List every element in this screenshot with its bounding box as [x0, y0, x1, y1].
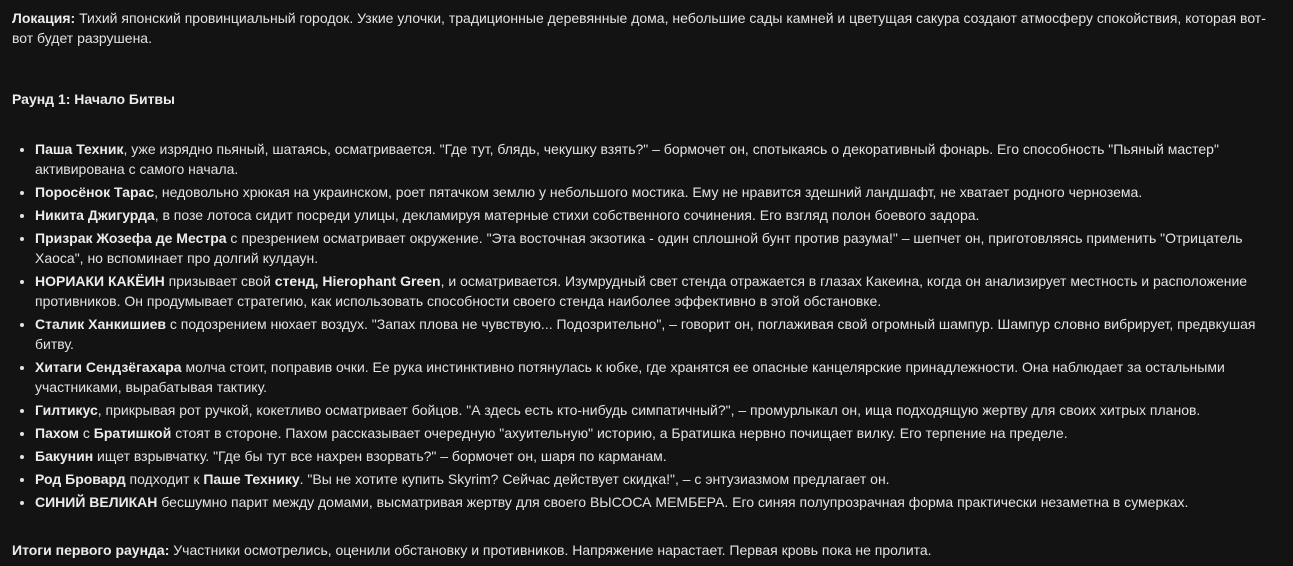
list-item: [35, 228, 1281, 268]
location-text: Тихий японский провинциальный городок. Узкие улочки, традиционные деревянные дома, небольшие сады камней и цветущая сакура создают атмосферу спокойствия, которая вот-вот будет разрушена.: [12, 10, 1266, 46]
event-text: с подозрением нюхает воздух. "Запах плова не чувствую... Подозрительно", – говорит он, поглаживая свой огромный шампур. Шампур словно вибрирует, предвкушая битву.: [35, 316, 1256, 352]
location-paragraph: [12, 8, 1281, 48]
event-text: стоят в стороне. Пахом рассказывает очередную "ахуительную" историю, а Братишка нервно почищает вилку. Его терпение на пределе.: [171, 425, 1068, 441]
character-name: Паша Техник: [35, 141, 124, 157]
secondary-name: стенд, Hierophant Green: [274, 273, 441, 289]
character-name: Бакунин: [35, 448, 94, 464]
event-text: . "Вы не хотите купить Skyrim? Сейчас действует скидка!", – с энтузиазмом предлагает он.: [299, 471, 890, 487]
event-text: , в позе лотоса сидит посреди улицы, декламируя матерные стихи собственного сочинения. Его взгляд полон боевого задора.: [154, 207, 980, 223]
event-text: молча стоит, поправив очки. Ее рука инстинктивно потянулась к юбке, где хранятся ее опасные канцелярские принадлежности. Она наблюдает за остальными участниками, вырабатывая тактику.: [35, 359, 1225, 395]
character-name: Призрак Жозефа де Местра: [35, 230, 227, 246]
character-name: Пахом: [35, 425, 80, 441]
summary-label: Итоги первого раунда:: [12, 542, 170, 558]
list-item: [35, 271, 1281, 311]
event-text: , прикрывая рот ручкой, кокетливо осматривает бойцов. "А здесь есть кто-нибудь симпатичный?", – промурлыкал он, ища подходящую жертву для своих хитрых планов.: [97, 402, 1201, 418]
list-item: [35, 400, 1281, 420]
summary-text: Участники осмотрелись, оценили обстановку и противников. Напряжение нарастает. Первая кровь пока не пролита.: [169, 542, 932, 558]
character-name: Поросёнок Тарас: [35, 184, 155, 200]
list-item: [35, 205, 1281, 225]
secondary-name: Братишкой: [93, 425, 172, 441]
event-text: бесшумно парит между домами, высматривая жертву для своего ВЫСОСА МЕМБЕРА. Его синяя полупрозрачная форма практически незаметна в сумерках.: [157, 494, 1189, 510]
event-text-before: с: [79, 425, 94, 441]
events-list: [12, 139, 1281, 512]
list-item: [35, 492, 1281, 512]
list-item: [35, 446, 1281, 466]
location-label: Локация:: [12, 10, 76, 26]
event-text-before: подходит к: [125, 471, 204, 487]
list-item: [35, 182, 1281, 202]
character-name: СИНИЙ ВЕЛИКАН: [35, 494, 158, 510]
event-text: ищет взрывчатку. "Где бы тут все нахрен взорвать?" – бормочет он, шаря по карманам.: [93, 448, 667, 464]
character-name: Никита Джигурда: [35, 207, 155, 223]
character-name: Хитаги Сендзёгахара: [35, 359, 182, 375]
list-item: [35, 423, 1281, 443]
list-item: [35, 139, 1281, 179]
round-heading: [12, 89, 1281, 109]
list-item: [35, 357, 1281, 397]
event-text: , уже изрядно пьяный, шатаясь, осматривается. "Где тут, блядь, чекушку взять?" – бормочет он, спотыкаясь о декоративный фонарь. Его способность "Пьяный мастер" активирована с самого начала.: [35, 141, 1219, 177]
round-heading-text: Раунд 1: Начало Битвы: [12, 91, 175, 107]
list-item: [35, 469, 1281, 489]
event-text: , и осматривается. Изумрудный свет стенда отражается в глазах Какеина, когда он анализирует местность и расположение противников. Он продумывает стратегию, как использовать способности своего стенда наиболее эффективно в этой обстановке.: [35, 273, 1248, 309]
character-name: Род Бровард: [35, 471, 126, 487]
event-text: с презрением осматривает окружение. "Эта восточная экзотика - один сплошной бунт против разума!" – шепчет он, приготовляясь применить "Отрицатель Хаоса", но вспоминает про долгий кулдаун.: [35, 230, 1243, 266]
summary-paragraph: [12, 540, 1281, 560]
list-item: [35, 314, 1281, 354]
secondary-name: Паше Технику: [203, 471, 300, 487]
character-name: Гилтикус: [35, 402, 98, 418]
event-text-before: призывает свой: [164, 273, 275, 289]
character-name: НОРИАКИ КАКЁИН: [35, 273, 165, 289]
character-name: Сталик Ханкишиев: [35, 316, 167, 332]
event-text: , недовольно хрюкая на украинском, роет пятачком землю у небольшого мостика. Ему не нравится здешний ландшафт, не хватает родного чернозема.: [154, 184, 1143, 200]
